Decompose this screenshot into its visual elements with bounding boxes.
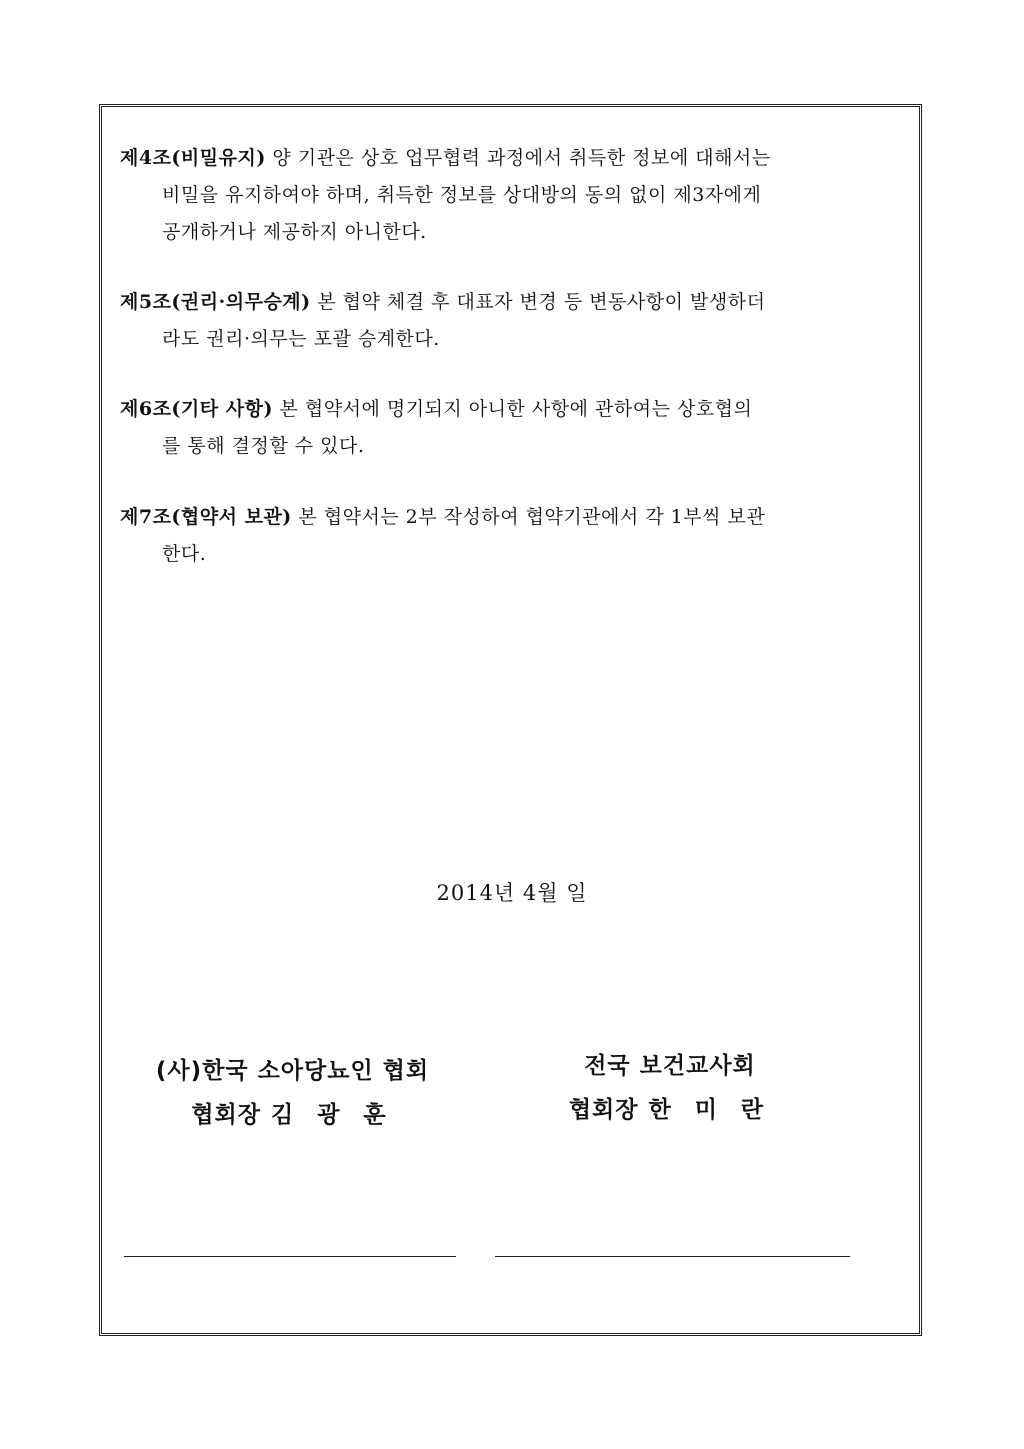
party-1-role: 협회장 — [191, 1102, 261, 1128]
article-4-first-line — [120, 140, 910, 177]
article-7-heading: 제7조(협약서 보관) — [120, 506, 292, 528]
article-7-text-2: 한다. — [162, 543, 207, 565]
party-2-signature-line — [495, 1256, 850, 1257]
article-5-heading: 제5조(권리·의무승계) — [120, 291, 311, 313]
party-1-organization: (사)한국 소아당뇨인 협회 — [155, 1058, 430, 1084]
party-1 — [120, 1049, 465, 1137]
party-1-signature-line — [124, 1256, 456, 1257]
article-6-text-2: 를 통해 결정할 수 있다. — [162, 435, 365, 457]
article-5-text-1: 본 협약 체결 후 대표자 변경 등 변동사항이 발생하더 — [310, 291, 766, 313]
party-2 — [510, 1044, 830, 1132]
party-1-name: 김 광 훈 — [270, 1102, 394, 1128]
article-5-first-line — [120, 284, 910, 321]
article-5-text-2: 라도 권리·의무는 포괄 승계한다. — [162, 328, 440, 350]
party-2-role: 협회장 — [568, 1097, 639, 1123]
article-6 — [120, 391, 910, 465]
article-7-first-line — [120, 499, 910, 536]
party-2-organization: 전국 보건교사회 — [584, 1053, 756, 1079]
article-4-text-3: 공개하거나 제공하지 아니한다. — [162, 221, 427, 243]
agreement-date: 2014년 4월 일 — [436, 881, 588, 905]
article-7 — [120, 499, 910, 573]
party-1-representative — [120, 1093, 465, 1137]
article-4-heading: 제4조(비밀유지) — [120, 147, 266, 169]
article-6-first-line — [120, 391, 910, 428]
party-2-representative — [510, 1088, 830, 1132]
article-4-text-1: 양 기관은 상호 업무협력 과정에서 취득한 정보에 대해서는 — [265, 147, 771, 169]
article-7-text-1: 본 협약서는 2부 작성하여 협약기관에서 각 1부씩 보관 — [291, 506, 766, 528]
article-6-heading: 제6조(기타 사항) — [120, 398, 273, 420]
article-4-text-2: 비밀을 유지하여야 하며, 취득한 정보를 상대방의 동의 없이 제3자에게 — [162, 184, 762, 206]
article-4 — [120, 140, 910, 251]
article-6-text-1: 본 협약서에 명기되지 아니한 사항에 관하여는 상호협의 — [272, 398, 753, 420]
article-5 — [120, 284, 910, 358]
party-2-name: 한 미 란 — [648, 1097, 772, 1123]
